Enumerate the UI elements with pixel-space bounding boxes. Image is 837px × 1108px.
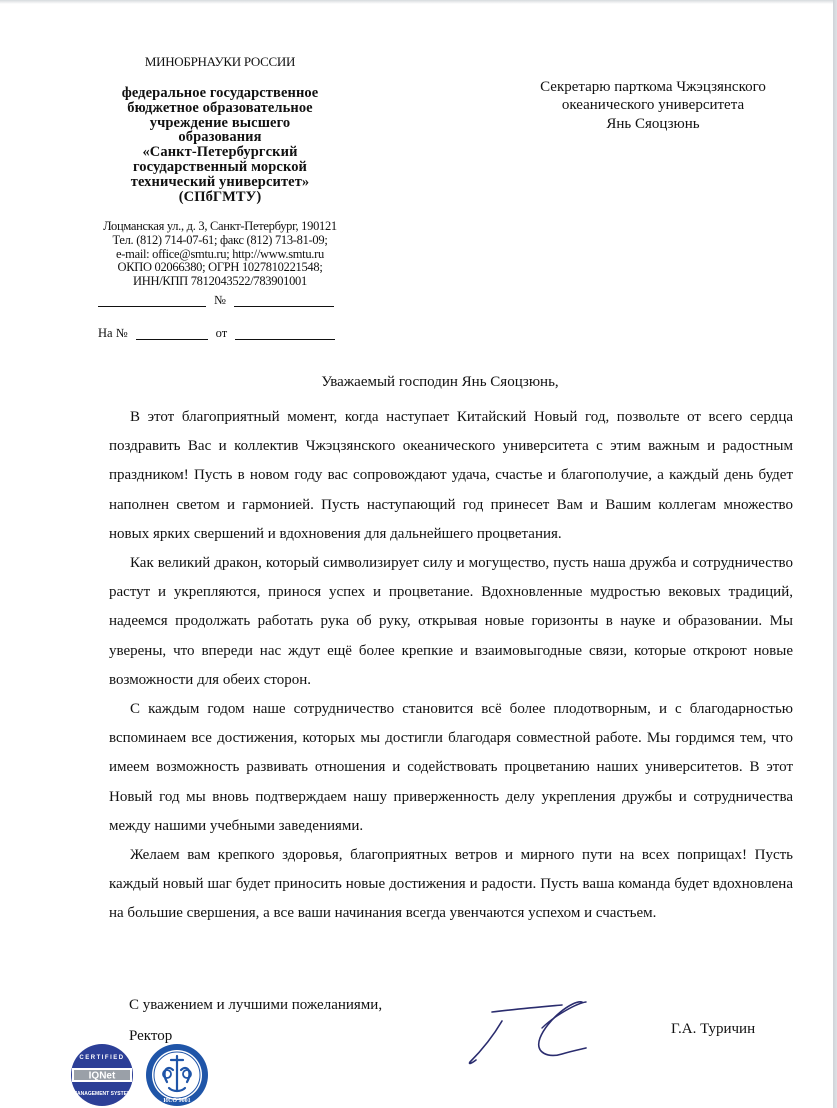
org-line: государственный морской — [132, 158, 308, 175]
reference-row — [98, 325, 335, 340]
org-line: бюджетное образовательное — [127, 99, 313, 116]
ref-date-blank — [235, 325, 335, 340]
organization-name — [60, 86, 380, 204]
contact-info — [60, 220, 380, 288]
certification-logos — [66, 1042, 213, 1108]
number-blank — [234, 292, 334, 307]
letterhead — [60, 54, 380, 288]
iso-text: ИСО 9001 — [163, 1098, 191, 1104]
okpo-ogrn: ОКПО 02066380; ОГРН 1027810221548; — [117, 260, 323, 275]
ministry-name: МИНОБРНАУКИ РОССИИ — [144, 54, 296, 69]
org-line: учреждение высшего — [149, 114, 291, 131]
signer-position: Ректор — [129, 1028, 173, 1044]
paragraph: Как великий дракон, который символизирует силу и могущество, пусть наша дружба и сотрудничество растут и укрепляются, принося успех и процветание. Вдохновленные мудростью вековых традиций, надеемся продолжать работать рука об руку, открывая новые горизонты в науке и образовании. Мы уверены, что впереди нас ждут ещё более крепкие и взаимовыгодные связи, которые откроют новые возможности для обеих сторон. — [109, 555, 793, 688]
iqnet-text: IQNet — [88, 1070, 116, 1082]
from-label: от — [215, 326, 228, 340]
registration-number-row — [98, 292, 334, 307]
addressee-line: Секретарю парткома Чжэцзянского — [540, 79, 766, 95]
org-line: федеральное государственное — [121, 85, 319, 101]
salutation: Уважаемый господин Янь Сяоцзюнь, — [321, 374, 559, 390]
org-line: «Санкт-Петербургский — [142, 144, 298, 161]
addressee-line: океанического университета — [561, 97, 745, 114]
management-system-text: MANAGEMENT SYSTEM — [72, 1091, 132, 1097]
letter-body — [109, 403, 793, 929]
org-line: технический университет» — [130, 173, 310, 190]
inn-kpp: ИНН/КПП 7812043522/783901001 — [133, 273, 307, 288]
org-line: (СПбГМТУ) — [178, 188, 262, 205]
ref-number-blank — [136, 325, 208, 340]
addressee-block — [488, 78, 818, 133]
ref-label: На № — [98, 326, 128, 340]
email-website: e-mail: office@smtu.ru; http://www.smtu.ru — [116, 246, 324, 261]
paragraph: С каждым годом наше сотрудничество становится всё более плодотворным, и с благодарностью вспоминаем все достижения, которых мы достигли благодаря совместной работе. Мы гордимся тем, что имеем возможность развивать отношения и содействовать процветанию наших университетов. В этот Новый год мы вновь подтверждаем нашу приверженность делу укрепления дружбы и сотрудничества между нашими учебными заведениями. — [109, 701, 793, 834]
iqnet-certified-logo — [66, 1042, 138, 1108]
signature-image — [462, 988, 612, 1068]
paragraph: Желаем вам крепкого здоровья, благоприятных ветров и мирного пути на всех поприщах! Пусть каждый новый шаг будет приносить новые достижения и радости. Пусть ваша команда будет вдохновлена на большие свершения, а все ваши начинания всегда увенчаются успехом и счастьем. — [109, 847, 793, 922]
number-label: № — [214, 293, 226, 307]
date-blank — [98, 292, 206, 307]
iso-9001-logo — [141, 1042, 213, 1108]
phone-fax: Тел. (812) 714-07-61; факс (812) 713-81-09; — [112, 232, 328, 247]
certified-text: CERTIFIED — [79, 1055, 125, 1061]
signer-name: Г.А. Туричин — [671, 1021, 756, 1037]
org-line: образования — [178, 129, 262, 146]
paragraph: В этот благоприятный момент, когда наступает Китайский Новый год, позвольте от всего сердца поздравить Вас и коллектив Чжэцзянского океанического университета с этим важным и радостным праздником! Пусть в новом году вас сопровождают удача, счастье и благополучие, а каждый день будет наполнен светом и гармонией. Пусть наступающий год принесет Вам и Вашим коллегам множество новых ярких свершений и вдохновения для дальнейшего процветания. — [109, 409, 793, 542]
closing-phrase: С уважением и лучшими пожеланиями, — [129, 997, 383, 1013]
address: Лоцманская ул., д. 3, Санкт-Петербург, 190121 — [103, 219, 337, 234]
viewer-scrollbar[interactable] — [833, 0, 837, 1108]
addressee-name: Янь Сяоцзюнь — [606, 115, 700, 132]
